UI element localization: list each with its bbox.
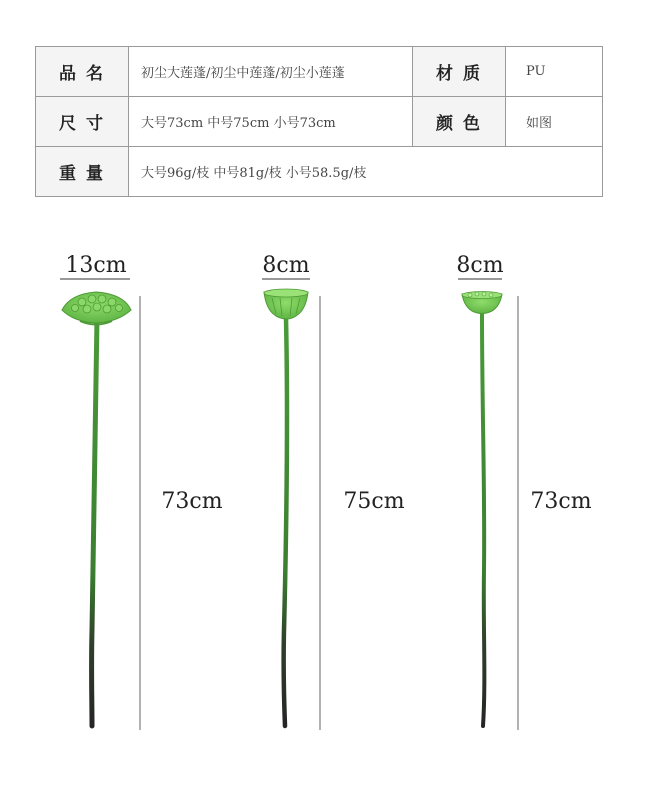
medium-stem [284,318,287,726]
spec-value-name: 初尘大莲蓬/初尘中莲蓬/初尘小莲蓬 [129,47,413,97]
large-lotus-pod [60,253,223,730]
small-stem [482,312,484,726]
spec-table [35,46,603,197]
small-width-label: 8cm [456,253,504,278]
spec-label-weight: 重 量 [36,147,129,197]
medium-lotus-pod [262,253,405,730]
spec-row-weight [36,147,603,197]
spec-label-name: 品 名 [36,47,129,97]
spec-value-weight: 大号96g/枝 中号81g/枝 小号58.5g/枝 [129,147,603,197]
spec-label-color: 颜 色 [413,97,506,147]
medium-height-label: 75cm [343,489,405,514]
product-illustration [0,210,645,770]
large-width-label: 13cm [65,253,127,278]
medium-pod-top [264,289,308,297]
spec-row-name [36,47,603,97]
spec-value-color: 如图 [506,97,603,147]
large-stem [92,318,97,726]
medium-width-label: 8cm [262,253,310,278]
spec-value-size: 大号73cm 中号75cm 小号73cm [129,97,413,147]
small-lotus-pod [456,253,591,730]
spec-value-material: PU [506,47,603,97]
spec-label-material: 材 质 [413,47,506,97]
large-height-label: 73cm [161,489,223,514]
spec-label-size: 尺 寸 [36,97,129,147]
spec-row-size [36,97,603,147]
small-height-label: 73cm [530,489,592,514]
